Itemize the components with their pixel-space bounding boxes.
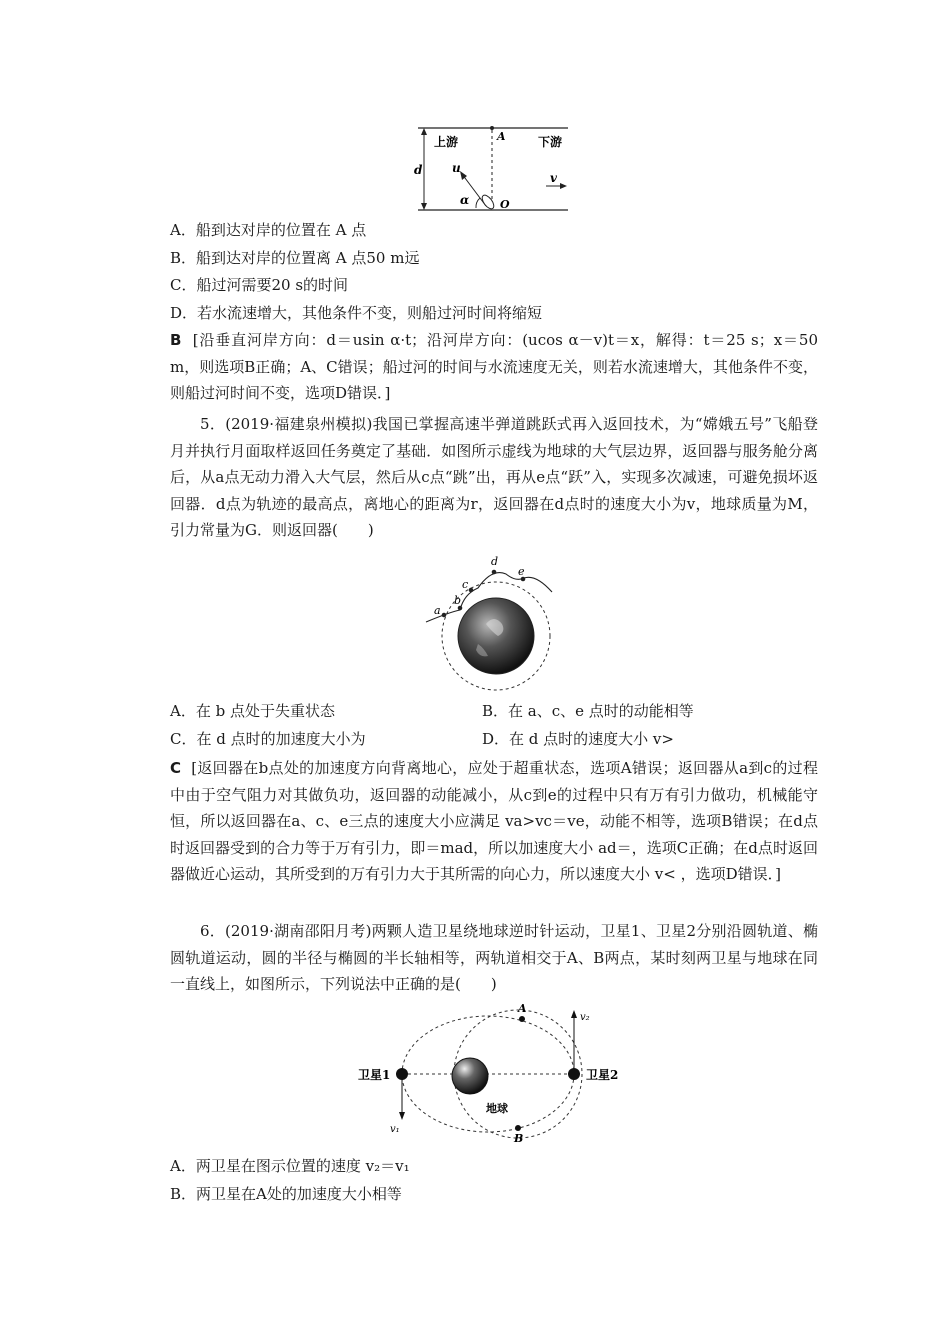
satellite-2-label: 卫星2 (586, 1068, 619, 1082)
q5-option-c: C．在 d 点时的加速度大小为 (170, 730, 366, 748)
satellite-orbits-figure (350, 1004, 640, 1146)
q5-answer-letter: C (170, 759, 182, 777)
q5-option-a: A．在 b 点处于失重状态 (170, 702, 335, 720)
q5-answer (170, 755, 818, 888)
point-e-label: e (518, 565, 525, 578)
q4-explanation: [沿垂直河岸方向：d＝usin α·t；沿河岸方向：(ucos α－v)t＝x，解得：t＝25 s；x＝50 m，则选项B正确；A、C错误；船过河的时间与水流速度无关，则若水流速增大，其他条件不变，则船过河时间不变，选项D错误．] (170, 331, 818, 402)
point-O-label: O (500, 198, 510, 211)
q6-option-a: A．两卫星在图示位置的速度 v₂＝v₁ (170, 1157, 410, 1175)
q4-option-c: C．船过河需要20 s的时间 (170, 276, 349, 294)
satellite-1-label: 卫星1 (358, 1068, 391, 1082)
upstream-label: 上游 (434, 135, 459, 149)
reentry-trajectory-figure (420, 552, 560, 692)
point-a-label: a (434, 604, 441, 617)
point-c-label: c (462, 578, 469, 591)
v1-label: v₁ (390, 1124, 400, 1135)
q5-explanation: [返回器在b点处的加速度方向背离地心，应处于超重状态，选项A错误；返回器从a到c的过程中由于空气阻力对其做负功，返回器的动能减小，从c到e的过程中只有万有引力做功，机械能守恒，所以返回器在a、c、e三点的速度大小应满足 va>vc＝ve，动能不相等，选项B错误；在d点时返回器受到的合力等于万有引力，即＝mad，所以加速度大小 ad＝，选项C正确；在d点时返回器做近心运动，其所受到的万有引力大于其所需的向心力，所以速度大小 v< ，选项D错误．] (170, 759, 818, 883)
point-A-label: A (518, 1004, 527, 1015)
point-A-label: A (497, 130, 506, 143)
q5-option-d: D．在 d 点时的速度大小 v> (482, 730, 674, 748)
q4-option-a: A．船到达对岸的位置在 A 点 (170, 221, 367, 239)
point-b-label: b (454, 594, 462, 607)
q4-answer (170, 327, 818, 407)
earth-label: 地球 (486, 1102, 508, 1115)
v-label: v (550, 171, 557, 185)
downstream-label: 下游 (538, 135, 563, 149)
point-d-label: d (491, 555, 499, 568)
q4-option-d: D．若水流速增大，其他条件不变，则船过河时间将缩短 (170, 304, 543, 322)
alpha-label: α (460, 193, 470, 207)
q6-option-b: B．两卫星在A处的加速度大小相等 (170, 1185, 402, 1203)
q4-option-b: B．船到达对岸的位置离 A 点50 m远 (170, 249, 420, 267)
q6-stem: 6．(2019·湖南邵阳月考)两颗人造卫星绕地球逆时针运动，卫星1、卫星2分别沿圆轨道、椭圆轨道运动，圆的半径与椭圆的半长轴相等，两轨道相交于A、B两点，某时刻两卫星与地球在同一直线上，如图所示，下列说法中正确的是( ) (170, 922, 818, 993)
q4-answer-letter: B (170, 331, 182, 349)
v2-label: v₂ (580, 1012, 590, 1023)
q5-option-b: B．在 a、c、e 点时的动能相等 (482, 702, 694, 720)
river-crossing-figure (412, 122, 572, 214)
u-label: u (452, 161, 461, 175)
d-label: d (414, 163, 423, 177)
point-B-label: B (514, 1132, 524, 1145)
q5-stem: 5．(2019·福建泉州模拟)我国已掌握高速半弹道跳跃式再入返回技术，为“嫦娥五号”飞船登月并执行月面取样返回任务奠定了基础．如图所示虚线为地球的大气层边界，返回器与服务舱分离后，从a点无动力滑入大气层，然后从c点“跳”出，再从e点“跃”入，实现多次减速，可避免损坏返回器．d点为轨迹的最高点，离地心的距离为r，返回器在d点时的速度大小为v，地球质量为M，引力常量为G．则返回器( ) (170, 415, 818, 539)
